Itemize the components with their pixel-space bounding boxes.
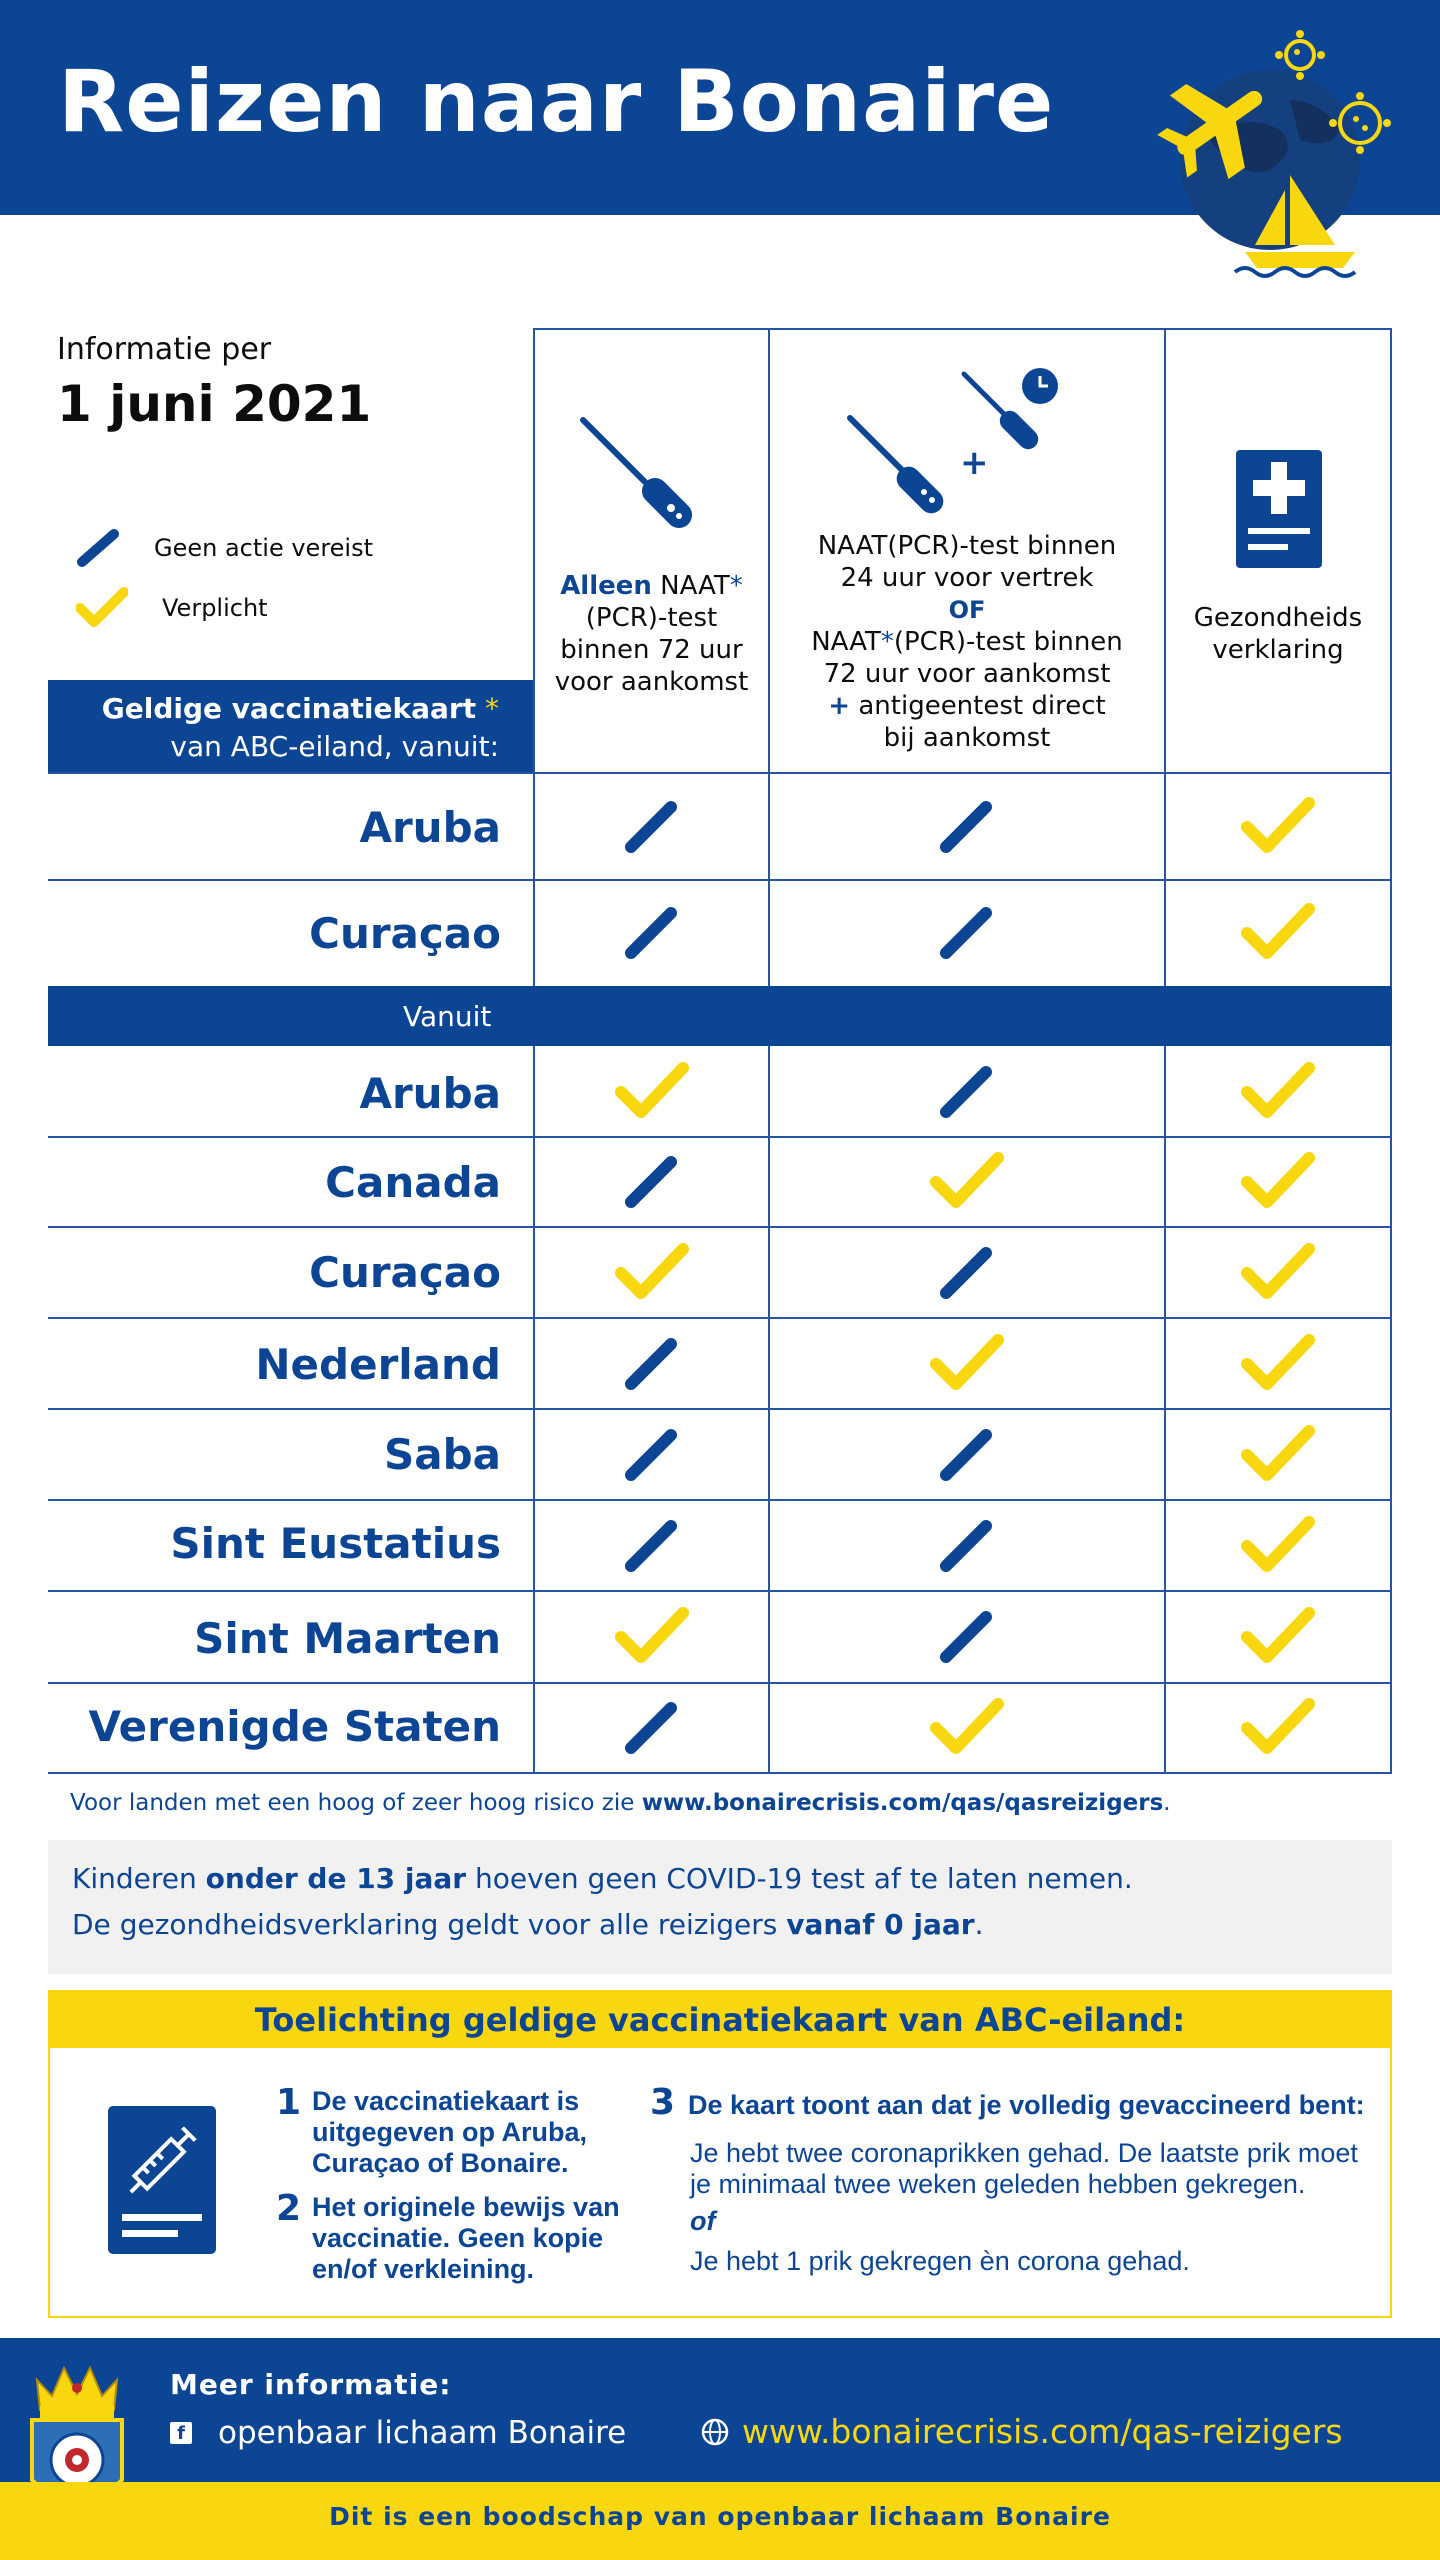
required-check-icon [1237, 1056, 1317, 1126]
abc-header-line1: Geldige vaccinatiekaart [101, 692, 477, 725]
row-divider [48, 1682, 1392, 1684]
info-label: Informatie per [57, 332, 272, 367]
col1-line4: voor aankomst [554, 667, 749, 697]
required-check-icon [1237, 791, 1317, 861]
legend-no-action [76, 528, 373, 568]
no-action-slash-icon [926, 1237, 1006, 1307]
page-title: Reizen naar Bonaire [58, 52, 1055, 152]
svg-text:+: + [960, 443, 989, 483]
col2-line3a: NAAT [811, 627, 881, 657]
website-text[interactable]: www.bonairecrisis.com/qas-reizigers [742, 2412, 1343, 2451]
required-check-icon [1237, 1237, 1317, 1307]
no-action-slash-icon [611, 1692, 691, 1762]
explanation-box [48, 1990, 1392, 2318]
kids-l1b: onder de 13 jaar [205, 1862, 467, 1895]
more-info-label: Meer informatie: [170, 2368, 452, 2401]
country-label: Saba [384, 1430, 501, 1479]
travel-globe-icon [1140, 20, 1400, 280]
facebook-link[interactable] [170, 2415, 626, 2451]
table-divider [1390, 328, 1392, 1774]
kids-l1c: hoeven geen COVID-19 test af te laten nemen. [466, 1862, 1133, 1895]
point-3-text: De kaart toont aan dat je volledig gevaccineerd bent: [688, 2090, 1365, 2120]
yellow-check-icon [76, 586, 128, 630]
abc-header-star: * [476, 692, 499, 725]
column-header-naat-24-or-72 [770, 330, 1164, 772]
blue-slash-icon [76, 528, 120, 568]
kids-l2b: vanaf 0 jaar [786, 1908, 975, 1941]
required-check-icon [926, 1692, 1006, 1762]
no-action-slash-icon [926, 1056, 1006, 1126]
required-check-icon [1237, 1419, 1317, 1489]
s1b: je minimaal twee weken geleden hebben gekregen. [690, 2169, 1306, 2199]
test-swab-clock-icon [840, 360, 1080, 540]
point-number-1: 1 [276, 2082, 302, 2123]
point-number-3: 3 [650, 2082, 676, 2123]
t2c: en/of verkleining. [312, 2254, 535, 2284]
no-action-slash-icon [926, 897, 1006, 967]
s1a: Je hebt twee coronaprikken gehad. De laatste prik moet [690, 2138, 1358, 2168]
info-date: 1 juni 2021 [57, 375, 372, 433]
point-3-sub-2: Je hebt 1 prik gekregen èn corona gehad. [690, 2246, 1190, 2276]
explanation-title: Toelichting geldige vaccinatiekaart van ABC-eiland: [50, 1992, 1390, 2048]
row-divider [48, 1499, 1392, 1501]
col2-or: OF [948, 596, 986, 624]
children-line1 [72, 1862, 1133, 1895]
col2-line6: bij aankomst [883, 723, 1051, 753]
test-swab-icon [575, 412, 715, 552]
point-number-2: 2 [276, 2188, 302, 2229]
required-check-icon [1237, 1692, 1317, 1762]
point-1-text [312, 2086, 587, 2179]
row-divider [48, 772, 1392, 774]
no-action-slash-icon [926, 1419, 1006, 1489]
abc-vaccination-header [48, 680, 533, 772]
col1-line2: (PCR)-test [585, 603, 718, 633]
t2a: Het originele bewijs van [312, 2192, 620, 2222]
globe-icon [700, 2417, 730, 2447]
required-check-icon [1237, 1601, 1317, 1671]
country-label: Curaçao [309, 909, 501, 958]
website-link[interactable] [700, 2412, 1343, 2451]
row-divider [48, 1408, 1392, 1410]
vanuit-label: Vanuit [403, 1000, 492, 1033]
no-action-slash-icon [611, 897, 691, 967]
risk-note-link[interactable]: www.bonairecrisis.com/qas/qasreizigers [641, 1790, 1164, 1816]
risk-note-text: Voor landen met een hoog of zeer hoog risico zie [70, 1790, 642, 1816]
risk-note [70, 1790, 1171, 1816]
column-header-naat-72 [535, 330, 768, 772]
t2b: vaccinatie. Geen kopie [312, 2223, 604, 2253]
col3-line2: verklaring [1212, 635, 1344, 665]
required-check-icon [1237, 1328, 1317, 1398]
row-divider [48, 879, 1392, 881]
required-check-icon [926, 1146, 1006, 1216]
health-declaration-icon [1236, 450, 1322, 568]
col2-line3b: (PCR)-test binnen [893, 627, 1123, 657]
col1-star: * [729, 571, 743, 601]
t1c: Curaçao of Bonaire. [312, 2148, 569, 2178]
col2-line4: 72 uur voor aankomst [823, 659, 1111, 689]
column-header-health-declaration [1166, 330, 1390, 772]
children-line2 [72, 1908, 983, 1941]
col2-star: * [880, 627, 894, 657]
country-label: Curaçao [309, 1248, 501, 1297]
required-check-icon [611, 1056, 691, 1126]
required-check-icon [1237, 1146, 1317, 1216]
no-action-slash-icon [926, 1601, 1006, 1671]
required-check-icon [1237, 897, 1317, 967]
col2-line5: antigeentest direct [850, 691, 1106, 721]
row-divider [48, 1590, 1392, 1592]
required-check-icon [611, 1601, 691, 1671]
kids-l2a: De gezondheidsverklaring geldt voor alle reizigers [72, 1908, 787, 1941]
col2-line2: 24 uur voor vertrek [840, 563, 1094, 593]
col1-line3: binnen 72 uur [560, 635, 743, 665]
vanuit-section-bar [48, 986, 1392, 1046]
no-action-slash-icon [611, 1146, 691, 1216]
required-check-icon [926, 1328, 1006, 1398]
country-label: Sint Maarten [194, 1614, 501, 1663]
required-check-icon [1237, 1510, 1317, 1580]
kids-l2c: . [974, 1908, 984, 1941]
no-action-slash-icon [611, 1328, 691, 1398]
row-divider [48, 1136, 1392, 1138]
legend-no-action-label: Geen actie vereist [154, 534, 373, 562]
t1b: uitgegeven op Aruba, [312, 2117, 588, 2147]
footer-message: Dit is een boodschap van openbaar lichaam Bonaire [0, 2482, 1440, 2560]
children-info-box [48, 1840, 1392, 1974]
col2-plus: + [828, 691, 851, 721]
col1-bold-prefix: Alleen [560, 571, 652, 601]
col3-line1: Gezondheids [1193, 603, 1363, 633]
row-divider [48, 1317, 1392, 1319]
col1-line1: NAAT [651, 571, 730, 601]
country-label: Canada [325, 1158, 501, 1207]
no-action-slash-icon [926, 1510, 1006, 1580]
row-divider [48, 1772, 1392, 1774]
country-label: Sint Eustatius [170, 1519, 501, 1568]
facebook-text[interactable]: openbaar lichaam Bonaire [218, 2415, 627, 2451]
footer-bar [0, 2338, 1440, 2482]
facebook-icon: f [170, 2422, 192, 2444]
legend-required [76, 586, 268, 630]
country-label: Verenigde Staten [88, 1702, 501, 1751]
legend-required-label: Verplicht [162, 594, 268, 622]
row-divider [48, 1226, 1392, 1228]
col2-line1: NAAT(PCR)-test binnen [817, 531, 1117, 561]
no-action-slash-icon [926, 791, 1006, 861]
point-3-sub-1 [690, 2138, 1358, 2200]
t1a: De vaccinatiekaart is [312, 2086, 580, 2116]
no-action-slash-icon [611, 1419, 691, 1489]
point-3-or: of [690, 2206, 716, 2236]
risk-note-end: . [1163, 1790, 1171, 1816]
country-label: Aruba [359, 1069, 501, 1118]
point-2-text [312, 2192, 620, 2285]
vaccination-card-icon [108, 2106, 216, 2254]
required-check-icon [611, 1237, 691, 1307]
country-label: Aruba [359, 803, 501, 852]
abc-header-line2: van ABC-eiland, vanuit: [170, 730, 499, 763]
kids-l1a: Kinderen [72, 1862, 206, 1895]
country-label: Nederland [255, 1340, 501, 1389]
no-action-slash-icon [611, 791, 691, 861]
no-action-slash-icon [611, 1510, 691, 1580]
